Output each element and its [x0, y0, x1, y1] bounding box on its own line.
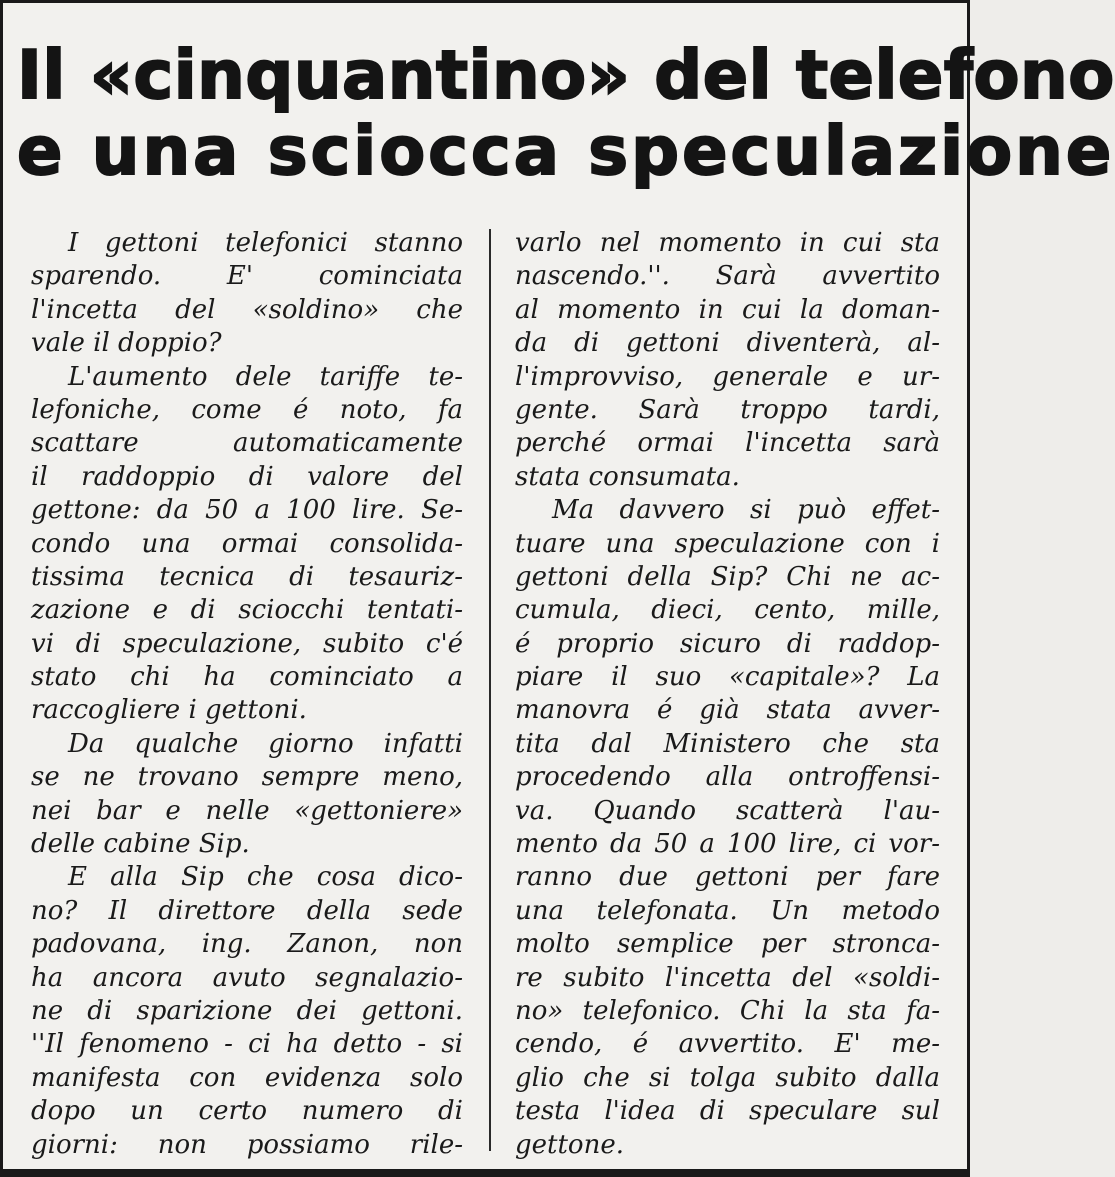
- article-line: lefoniche, come é noto, fa: [31, 394, 463, 425]
- article-line: vi di speculazione, subito c'é: [31, 628, 463, 659]
- article-line: l'incetta del «soldino» che: [31, 294, 463, 325]
- article-line: tissima tecnica di tesauriz-: [31, 561, 463, 592]
- article-line: manifesta con evidenza solo: [31, 1062, 463, 1093]
- article-line: stata consumata.: [515, 461, 740, 492]
- article-line: va. Quando scatterà l'au-: [515, 795, 940, 826]
- article-line: molto semplice per stronca-: [515, 929, 940, 960]
- article-line: una telefonata. Un metodo: [515, 895, 940, 926]
- article-line: gettoni della Sip? Chi ne ac-: [515, 561, 940, 592]
- article-line: zazione e di sciocchi tentati-: [31, 595, 463, 626]
- article-line: tita dal Ministero che sta: [515, 728, 940, 759]
- article-line: tuare una speculazione con i: [515, 528, 940, 559]
- article-column-left: [31, 227, 463, 1162]
- article-line: gente. Sarà troppo tardi,: [515, 394, 940, 425]
- article-line: re subito l'incetta del «soldi-: [515, 962, 940, 993]
- article-line: ''Il fenomeno - ci ha detto - si: [31, 1029, 463, 1060]
- article-line: condo una ormai consolida-: [31, 528, 463, 559]
- article-line: procedendo alla ontroffensi-: [515, 762, 940, 793]
- article-line: vale il doppio?: [31, 328, 222, 359]
- article-line: da di gettoni diventerà, al-: [515, 328, 940, 359]
- article-line: nei bar e nelle «gettoniere»: [31, 795, 463, 826]
- headline: [17, 36, 1115, 190]
- article-line: mento da 50 a 100 lire, ci vor-: [515, 829, 940, 860]
- article-line: raccogliere i gettoni.: [31, 695, 307, 726]
- article-line: al momento in cui la doman-: [515, 294, 940, 325]
- article-line: testa l'idea di speculare sul: [515, 1096, 940, 1127]
- article-line: glio che si tolga subito dalla: [515, 1062, 940, 1093]
- article-line: gettone: da 50 a 100 lire. Se-: [31, 495, 463, 526]
- article-line: E alla Sip che cosa dico-: [68, 862, 463, 893]
- article-line: ha ancora avuto segnalazio-: [31, 962, 463, 993]
- article-line: varlo nel momento in cui sta: [515, 228, 940, 258]
- article-line: no» telefonico. Chi la sta fa-: [515, 995, 940, 1026]
- article-line: ne di sparizione dei gettoni.: [31, 995, 463, 1026]
- article-line: Ma davvero si può effet-: [552, 495, 940, 526]
- article-line: piare il suo «capitale»? La: [515, 662, 940, 693]
- article-line: perché ormai l'incetta sarà: [515, 428, 940, 459]
- article-line: no? Il direttore della sede: [31, 895, 463, 926]
- headline-line-2: e una sciocca speculazione: [17, 112, 1115, 190]
- article-line: stato chi ha cominciato a: [31, 662, 463, 693]
- article-line: ranno due gettoni per fare: [515, 862, 940, 893]
- article-line: nascendo.''. Sarà avvertito: [515, 261, 940, 292]
- article-line: é proprio sicuro di raddop-: [515, 628, 940, 659]
- article-line: delle cabine Sip.: [31, 829, 250, 860]
- article-line: L'aumento dele tariffe te-: [68, 361, 463, 392]
- article-line: scattare automaticamente: [31, 428, 463, 459]
- headline-line-1: Il «cinquantino» del telefono: [17, 36, 1115, 114]
- article-line: cendo, é avvertito. E' me-: [515, 1029, 940, 1060]
- article-line: dopo un certo numero di: [31, 1096, 463, 1127]
- article-line: cumula, dieci, cento, mille,: [515, 595, 940, 626]
- article-line: manovra é già stata avver-: [515, 695, 940, 726]
- article-line: gettone.: [515, 1129, 624, 1160]
- article-line: il raddoppio di valore del: [31, 461, 463, 492]
- article-line: giorni: non possiamo rile-: [31, 1129, 463, 1160]
- article-line: l'improvviso, generale e ur-: [515, 361, 940, 392]
- column-divider: [489, 229, 491, 1151]
- article-line: padovana, ing. Zanon, non: [31, 929, 463, 960]
- article-line: se ne trovano sempre meno,: [31, 762, 463, 793]
- article-line: Da qualche giorno infatti: [68, 728, 463, 759]
- article-line: I gettoni telefonici stanno: [68, 228, 463, 258]
- article-column-right: [515, 227, 940, 1162]
- article-line: sparendo. E' cominciata: [31, 261, 463, 292]
